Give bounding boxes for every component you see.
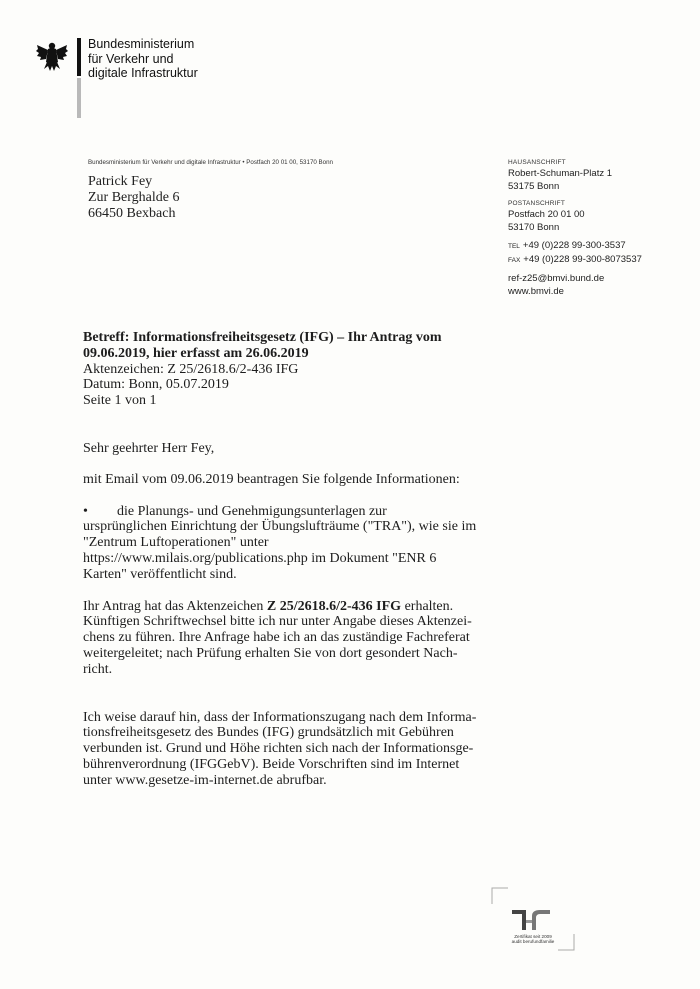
website: www.bmvi.de [508,285,564,297]
tel-label: TEL [508,243,520,250]
fax-number: +49 (0)228 99-300-8073537 [523,253,642,265]
certificate-text [490,934,576,945]
postanschrift-box: Postfach 20 01 00 [508,209,585,220]
paragraph-line: Ich weise darauf hin, dass der Informationszugang nach dem Informa- [83,709,477,725]
fax-row [508,254,642,268]
ministry-line: für Verkehr und [88,51,174,66]
paragraph-line: tionsfreiheitsgesetz des Bundes (IFG) grundsätzlich mit Gebühren [83,725,454,741]
federal-eagle-icon [34,38,70,74]
letterhead-bar-black [77,38,81,76]
paragraph-line: Künftigen Schriftwechsel bitte ich nur unter Angabe dieses Aktenzei- [83,614,472,630]
letter-body [83,330,483,789]
hausanschrift-city: 53175 Bonn [508,180,560,192]
ministry-line: Bundesministerium [88,37,195,51]
recipient-street: Zur Berghalde 6 [88,190,180,205]
certificate-line: Zertifikat seit 2009 [514,934,552,939]
aktenzeichen-bold: Z 25/2618.6/2-436 IFG [266,598,402,614]
fax-label: FAX [508,256,521,264]
bullet-icon: • [83,503,88,519]
postanschrift-label: POSTANSCHRIFT [508,200,566,207]
seite: Seite 1 von 1 [83,393,157,409]
bullet-line: die Planungs- und Genehmigungsunterlagen zur [117,503,387,519]
paragraph-line: weitergeleitet; nach Prüfung erhalten Sie von dort gesondert Nach- [83,645,458,661]
ministry-line: digitale Infrastruktur [88,66,198,80]
ministry-name [88,37,198,81]
hausanschrift-street: Robert-Schuman-Platz 1 [508,168,613,179]
bullet-line: Karten" veröffentlicht sind. [83,566,237,582]
paragraph-line: unter www.gesetze-im-internet.de abrufbar. [83,772,327,788]
sender-return-address: Bundesministerium für Verkehr und digitale Infrastruktur • Postfach 20 01 00, 53170 Bonn [88,159,333,166]
paragraph-aktenzeichen [83,599,483,678]
subject-line: Betreff: Informationsfreiheitsgesetz (IFG) – Ihr Antrag vom [83,330,442,345]
tel-row [508,240,642,254]
aktenzeichen: Aktenzeichen: Z 25/2618.6/2-436 IFG [83,361,299,377]
paragraph-line: verbunden ist. Grund und Höhe richten sich nach der Informationsge- [83,741,474,757]
bullet-line: "Zentrum Luftoperationen" unter [83,535,269,551]
tel-number: +49 (0)228 99-300-3537 [522,240,626,251]
recipient-name: Patrick Fey [88,174,153,189]
text-segment: Ihr Antrag hat das Aktenzeichen [83,598,267,614]
salutation: Sehr geehrter Herr Fey, [83,440,215,456]
email-address: ref-z25@bmvi.bund.de [508,273,605,284]
letterhead-bar-grey [77,78,81,118]
paragraph-gebuehren [83,710,483,789]
list-item [83,504,483,583]
recipient-city: 66450 Bexbach [88,206,176,221]
paragraph-line: richt. [83,661,113,677]
datum: Datum: Bonn, 05.07.2019 [83,377,229,393]
bullet-line: ursprünglichen Einrichtung der Übungslufträume ("TRA"), wie sie im [83,519,477,535]
paragraph-line: chens zu führen. Ihre Anfrage habe ich an das zuständige Fachreferat [83,630,470,646]
certificate-line: audit berufundfamilie [511,939,555,945]
postanschrift-city: 53170 Bonn [508,221,560,233]
bullet-line: https://www.milais.org/publications.php im Dokument "ENR 6 [83,550,437,566]
subject-line: 09.06.2019, hier erfasst am 26.06.2019 [83,345,309,361]
text-segment: erhalten. [401,598,454,614]
contact-column [508,158,642,298]
recipient-address [88,174,180,222]
paragraph-line [83,599,483,615]
hausanschrift-label: HAUSANSCHRIFT [508,159,566,166]
intro-paragraph: mit Email vom 09.06.2019 beantragen Sie folgende Informationen: [83,471,460,487]
paragraph-line: bührenverordnung (IFGGebV). Beide Vorschriften sind im Internet [83,756,460,772]
